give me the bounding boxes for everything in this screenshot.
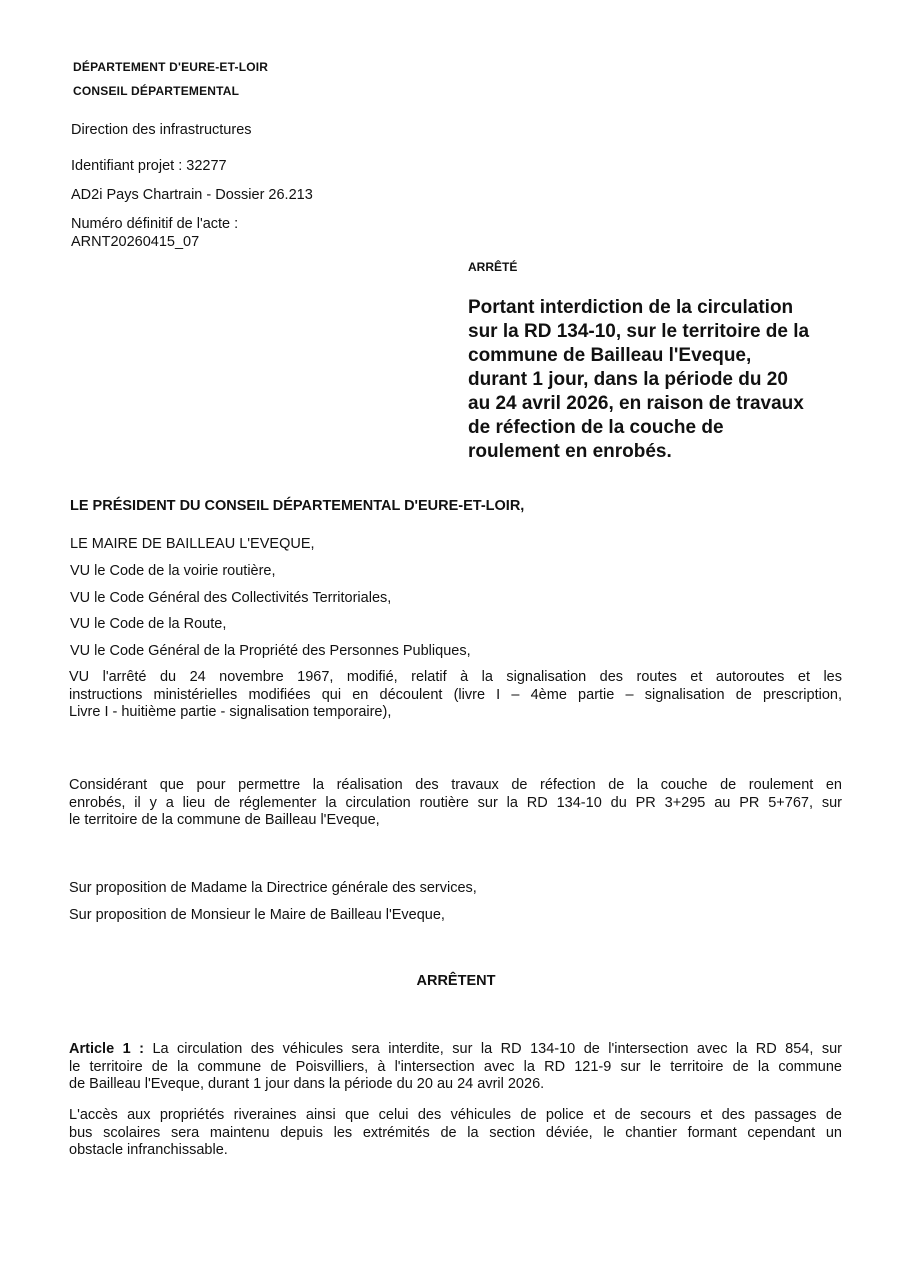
- article-1: [69, 1041, 842, 1094]
- mayor-heading: LE MAIRE DE BAILLEAU L'EVEQUE,: [70, 536, 315, 552]
- title-line: roulement en enrobés.: [468, 441, 672, 462]
- legal-basis-item: VU le Code de la Route,: [70, 616, 227, 632]
- proposal-line: Sur proposition de Madame la Directrice générale des services,: [69, 880, 477, 896]
- paragraph-line: enrobés, il y a lieu de réglementer la circulation routière sur la RD 134-10 du PR 3+295 au PR 5+767, sur: [69, 794, 842, 811]
- legal-basis-paragraph: [69, 669, 842, 722]
- paragraph-line: Livre I - huitième partie - signalisation temporaire),: [69, 704, 392, 720]
- title-line: au 24 avril 2026, en raison de travaux: [468, 393, 804, 414]
- article-text: La circulation des véhicules sera interdite, sur la RD 134-10 de l'intersection avec la RD 854, sur: [152, 1041, 842, 1057]
- paragraph-line: de Bailleau l'Eveque, durant 1 jour dans la période du 20 au 24 avril 2026.: [69, 1076, 545, 1092]
- paragraph-line: le territoire de la commune de Poisvilliers, à l'intersection avec la RD 121-9 sur le territoire de la commune: [69, 1058, 842, 1075]
- council-name: CONSEIL DÉPARTEMENTAL: [73, 84, 240, 98]
- title-line: Portant interdiction de la circulation: [468, 297, 794, 318]
- president-heading: LE PRÉSIDENT DU CONSEIL DÉPARTEMENTAL D'EURE-ET-LOIR,: [70, 498, 525, 514]
- decision-heading: ARRÊTENT: [416, 973, 496, 989]
- decree-title: [468, 296, 860, 464]
- title-line: de réfection de la couche de: [468, 417, 724, 438]
- legal-basis-item: VU le Code Général de la Propriété des Personnes Publiques,: [70, 643, 471, 659]
- decree-label: ARRÊTÉ: [468, 260, 518, 274]
- access-paragraph: [69, 1107, 842, 1160]
- paragraph-line: L'accès aux propriétés riveraines ainsi que celui des véhicules de police et de secours et des passages de: [69, 1107, 842, 1123]
- article-label: Article 1 :: [69, 1041, 144, 1057]
- act-number: ARNT20260415_07: [71, 234, 200, 250]
- paragraph-line: Considérant que pour permettre la réalisation des travaux de réfection de la couche de roulement en: [69, 777, 842, 793]
- legal-basis-item: VU le Code de la voirie routière,: [70, 563, 276, 579]
- paragraph-line: [69, 1041, 842, 1059]
- title-line: sur la RD 134-10, sur le territoire de la: [468, 321, 810, 342]
- proposal-line: Sur proposition de Monsieur le Maire de Bailleau l'Eveque,: [69, 907, 445, 923]
- paragraph-line: VU l'arrêté du 24 novembre 1967, modifié, relatif à la signalisation des routes et autoroutes et les: [69, 669, 842, 685]
- paragraph-line: le territoire de la commune de Bailleau l'Eveque,: [69, 812, 380, 828]
- title-line: durant 1 jour, dans la période du 20: [468, 369, 788, 390]
- paragraph-line: obstacle infranchissable.: [69, 1142, 228, 1158]
- title-line: commune de Bailleau l'Eveque,: [468, 345, 752, 366]
- project-identifier: Identifiant projet : 32277: [71, 158, 227, 174]
- considering-paragraph: [69, 777, 842, 830]
- act-number-label: Numéro définitif de l'acte :: [71, 216, 239, 232]
- department-name: DÉPARTEMENT D'EURE-ET-LOIR: [73, 60, 269, 74]
- paragraph-line: instructions ministérielles modifiées qui en découlent (livre I – 4ème partie – signalisation de prescription,: [69, 686, 842, 703]
- dossier-reference: AD2i Pays Chartrain - Dossier 26.213: [71, 187, 313, 203]
- paragraph-line: bus scolaires sera maintenu depuis les extrémités de la section déviée, le chantier formant cependant un: [69, 1124, 842, 1141]
- direction-name: Direction des infrastructures: [71, 122, 252, 138]
- legal-basis-item: VU le Code Général des Collectivités Territoriales,: [70, 590, 392, 606]
